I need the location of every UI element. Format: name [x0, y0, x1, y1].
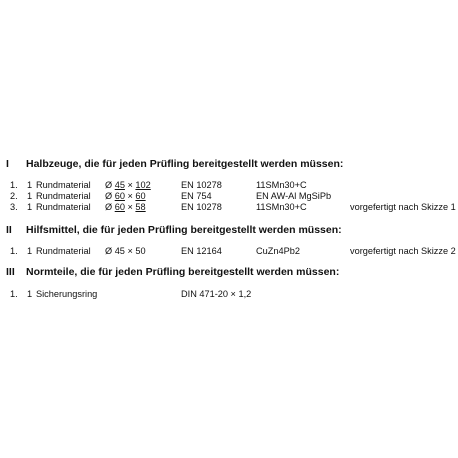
item-note: vorgefertigt nach Skizze 2: [350, 246, 456, 256]
dim-separator: ×: [124, 202, 136, 212]
item-quantity: 1: [27, 180, 33, 190]
item-quantity: 1: [27, 191, 33, 201]
item-quantity: 1: [27, 202, 33, 212]
section-number: II: [6, 224, 12, 236]
dim-diameter: 45: [114, 180, 125, 190]
item-norm: EN 12164: [181, 246, 222, 256]
dim-length: 102: [135, 180, 151, 190]
item-norm: DIN 471-20 × 1,2: [181, 289, 252, 299]
item-quantity: 1: [27, 289, 33, 299]
item-number: 1.: [10, 246, 18, 256]
item-quantity: 1: [27, 246, 33, 256]
section-title: Hilfsmittel, die für jeden Prüfling bereitgestellt werden müssen:: [26, 224, 342, 236]
item-note: vorgefertigt nach Skizze 1: [350, 202, 456, 212]
item-material: CuZn4Pb2: [256, 246, 300, 256]
item-material: 11SMn30+C: [256, 202, 307, 212]
dim-length: 58: [135, 202, 146, 212]
dim-separator: ×: [124, 180, 136, 190]
dim-diameter: 60: [114, 191, 125, 201]
dim-prefix: Ø: [105, 202, 115, 212]
dim-prefix: Ø: [105, 191, 115, 201]
item-number: 2.: [10, 191, 18, 201]
item-name: Rundmaterial: [36, 202, 91, 212]
item-material: 11SMn30+C: [256, 180, 307, 190]
table-row: [0, 202, 458, 214]
section-title: Halbzeuge, die für jeden Prüfling bereitgestellt werden müssen:: [26, 158, 344, 170]
item-dimensions: [105, 202, 146, 212]
dim-prefix: Ø: [105, 180, 115, 190]
item-number: 3.: [10, 202, 18, 212]
item-number: 1.: [10, 180, 18, 190]
dim-length: 60: [135, 191, 146, 201]
item-norm: EN 10278: [181, 180, 222, 190]
item-dimensions: Ø 45 × 50: [105, 246, 146, 256]
item-material: EN AW-Al MgSiPb: [256, 191, 332, 201]
dim-separator: ×: [124, 191, 136, 201]
dim-diameter: 60: [114, 202, 125, 212]
item-name: Rundmaterial: [36, 180, 91, 190]
section-title: Normteile, die für jeden Prüfling bereitgestellt werden müssen:: [26, 266, 340, 278]
item-norm: EN 754: [181, 191, 212, 201]
item-name: Rundmaterial: [36, 191, 91, 201]
table-row: [0, 246, 458, 258]
section-number: I: [6, 158, 9, 170]
item-number: 1.: [10, 289, 18, 299]
table-row: [0, 289, 458, 301]
section-number: III: [6, 266, 15, 278]
item-name: Sicherungsring: [36, 289, 98, 299]
item-norm: EN 10278: [181, 202, 222, 212]
item-name: Rundmaterial: [36, 246, 91, 256]
item-dimensions: [105, 180, 151, 190]
item-dimensions: [105, 191, 146, 201]
